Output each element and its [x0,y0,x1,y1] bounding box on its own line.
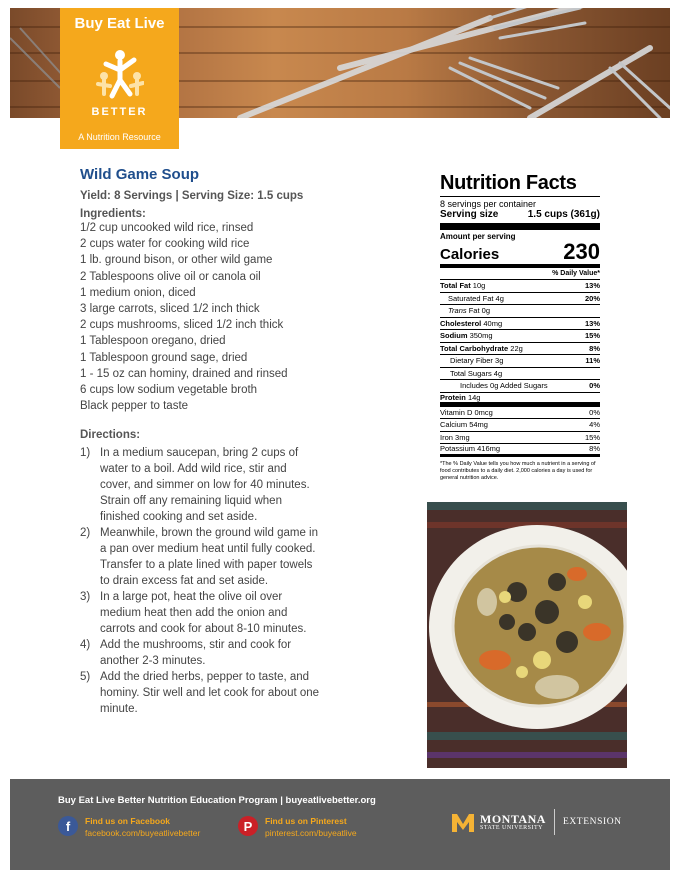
footer [10,779,670,870]
nutrient-row: Dietary Fiber 3g 11% [440,355,600,368]
nutrient-row: Trans Fat 0g [440,305,600,318]
nutrition-title: Nutrition Facts [440,172,600,197]
logo-wordmark: Buy Eat Live [74,15,165,32]
nutrient-row: Potassium 416mg 8% [440,444,600,457]
step-text: In a medium saucepan, bring 2 cups of water to a boil. Add wild rice, stir and cover, and simmer on low for 40 minutes. Strain off any remaining liquid when finished cooking and set aside. [100,447,310,524]
facebook-icon: f [58,816,78,836]
step-text: Meanwhile, brown the ground wild game in a pan over medium heat until fully cooked. Transfer to a plate lined with paper towels to drain excess fat and set aside. [100,527,318,588]
ingredient-item: 1 Tablespoon oregano, dried [80,335,226,348]
servings-per-container: 8 servings per container [440,199,537,209]
ingredient-item: 1 - 15 oz can hominy, drained and rinsed [80,367,288,380]
nutrient-row: Protein 14g [440,393,600,407]
direction-step [80,525,320,589]
calories-value: 230 [563,239,600,264]
extension-label: EXTENSION [562,817,622,827]
daily-value-header: % Daily Value* [440,268,600,280]
step-number: 2) [80,527,91,540]
pinterest-icon: P [238,816,258,836]
serving-size-label: Serving size [440,209,499,220]
nutrient-row: Sodium 350mg 15% [440,330,600,343]
step-text: Add the mushrooms, stir and cook for another 2-3 minutes. [100,639,292,668]
recipe-yield: Yield: 8 Servings | Serving Size: 1.5 cups [80,190,304,202]
step-text: Add the dried herbs, pepper to taste, and hominy. Stir well and let cook for about one minute. [100,671,320,716]
soup-photo [427,502,627,768]
step-number: 3) [80,591,91,604]
step-number: 4) [80,639,91,652]
program-line[interactable]: Buy Eat Live Better Nutrition Education Program | buyeatlivebetter.org [58,795,376,806]
direction-step [80,669,320,717]
nutrient-row: Total Carbohydrate 22g 8% [440,343,600,356]
msu-sub: STATE UNIVERSITY [480,825,544,831]
ingredient-item: 1/2 cup uncooked wild rice, rinsed [80,222,254,234]
directions-list [80,445,320,717]
recipe-title: Wild Game Soup [80,166,200,183]
msu-name: MONTANA [480,812,546,826]
ingredient-item: 1 Tablespoon ground sage, dried [80,351,248,364]
ingredient-item: 2 cups water for cooking wild rice [80,238,250,251]
logo-better: BETTER [91,106,148,118]
step-number: 1) [80,447,91,460]
pinterest-link[interactable] [238,816,357,839]
ingredient-item: 6 cups low sodium vegetable broth [80,384,258,397]
buy-eat-live-better-logo[interactable] [60,8,179,149]
nutrient-row: Includes 0g Added Sugars 0% [440,380,600,393]
ingredients-label: Ingredients: [80,208,146,220]
ingredient-item: 2 Tablespoons olive oil or canola oil [80,270,261,283]
amount-per-serving: Amount per serving [440,232,516,241]
nutrient-row: Total Sugars 4g [440,368,600,381]
ingredient-item: 1 lb. ground bison, or other wild game [80,254,273,267]
serving-size [440,209,600,230]
direction-step [80,445,320,525]
nutrient-row: Cholesterol 40mg 13% [440,318,600,331]
pinterest-title: Find us on Pinterest [265,816,347,826]
calories-label: Calories [440,246,500,263]
ingredient-item: 2 cups mushrooms, sliced 1/2 inch thick [80,319,284,332]
facebook-url: facebook.com/buyeatlivebetter [85,828,201,838]
calories-row [440,241,600,268]
ingredient-item: 3 large carrots, sliced 1/2 inch thick [80,303,260,316]
nutrition-facts-label [440,172,600,482]
soup-bowl-image [427,502,627,768]
ingredient-item: Black pepper to taste [80,400,189,413]
nutrient-row: Saturated Fat 4g 20% [440,293,600,306]
nutrient-row: Calcium 54mg 4% [440,419,600,432]
nutrient-row: Iron 3mg 15% [440,432,600,445]
ingredients-list [80,220,320,414]
nutrition-footnote: *The % Daily Value tells you how much a nutrient in a serving of food contributes to a daily diet. 2,000 calories a day is used for general nutrition advice. [440,460,596,481]
msu-extension-logo[interactable] [450,809,622,835]
ingredient-item: 1 medium onion, diced [80,286,196,299]
direction-step [80,637,320,669]
pinterest-url: pinterest.com/buyeatlive [265,828,357,838]
recipe-section [80,166,320,717]
nutrient-row: Vitamin D 0mcg 0% [440,407,600,420]
step-text: In a large pot, heat the olive oil over medium heat then add the onion and carrots and cook for about 8-10 minutes. [100,591,307,636]
logo-tagline: A Nutrition Resource [78,132,161,142]
nutrient-row: Total Fat 10g 13% [440,280,600,293]
step-number: 5) [80,671,91,684]
people-icon [96,48,144,104]
direction-step [80,589,320,637]
msu-m-icon [450,810,476,834]
facebook-title: Find us on Facebook [85,816,171,826]
serving-size-value: 1.5 cups (361g) [527,209,600,220]
facebook-link[interactable] [58,816,200,839]
directions-label: Directions: [80,429,141,442]
divider [554,809,555,835]
